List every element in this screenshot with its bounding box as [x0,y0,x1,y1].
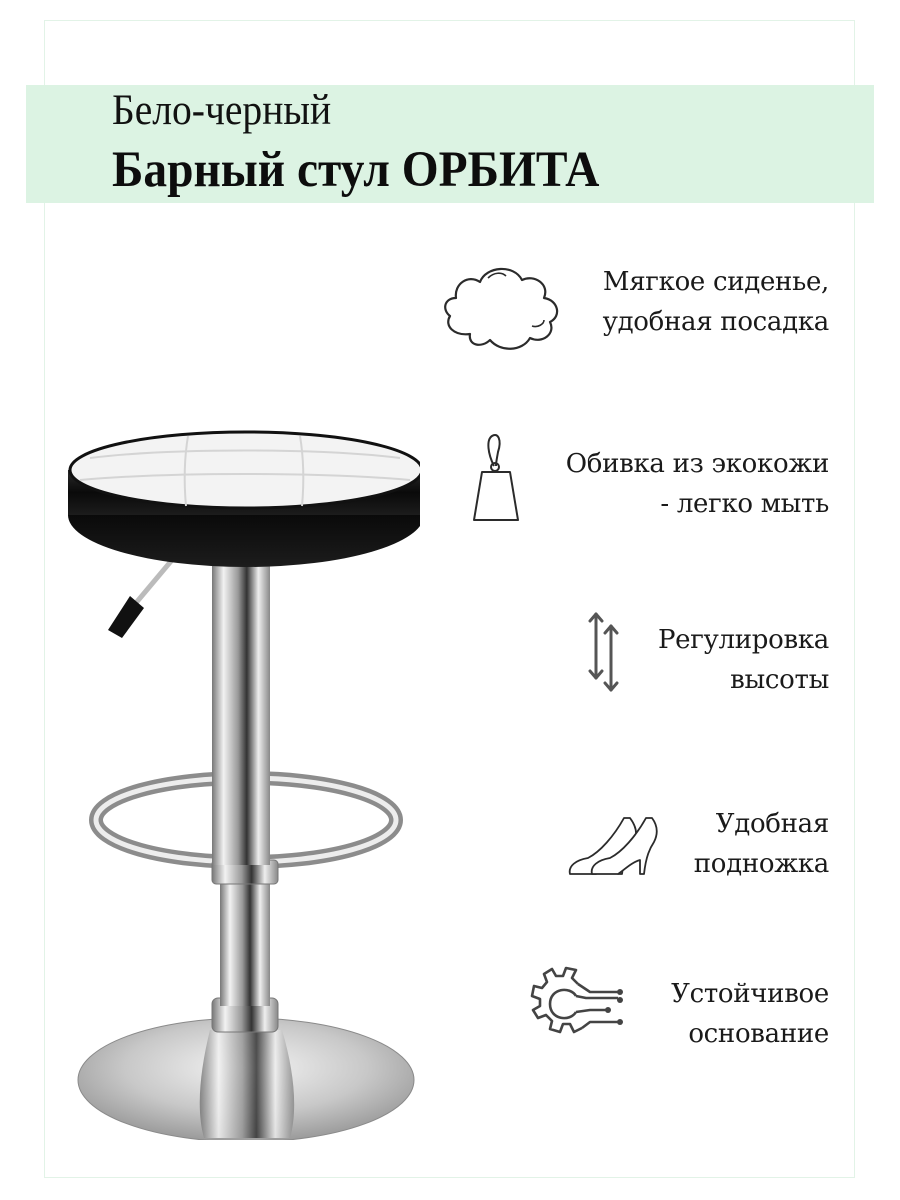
up-down-arrows-icon [586,610,622,694]
feature-footrest: Удобная подножка [693,809,829,879]
feature-eco-leather: Обивка из экокожи - легко мыть [565,449,829,519]
tag-icon [470,432,522,524]
high-heels-icon [566,812,658,878]
feature-height-adjust: Регулировка высоты [657,625,829,695]
product-title: Барный стул ОРБИТА [112,142,600,198]
feature-stable-base: Устойчивое основание [671,979,829,1049]
cloud-icon [440,262,566,352]
feature-soft-seat: Мягкое сиденье, удобная посадка [602,267,829,337]
gear-circuit-icon [530,966,630,1046]
product-color: Бело-черный [112,87,332,134]
bar-stool-image [60,420,420,1140]
